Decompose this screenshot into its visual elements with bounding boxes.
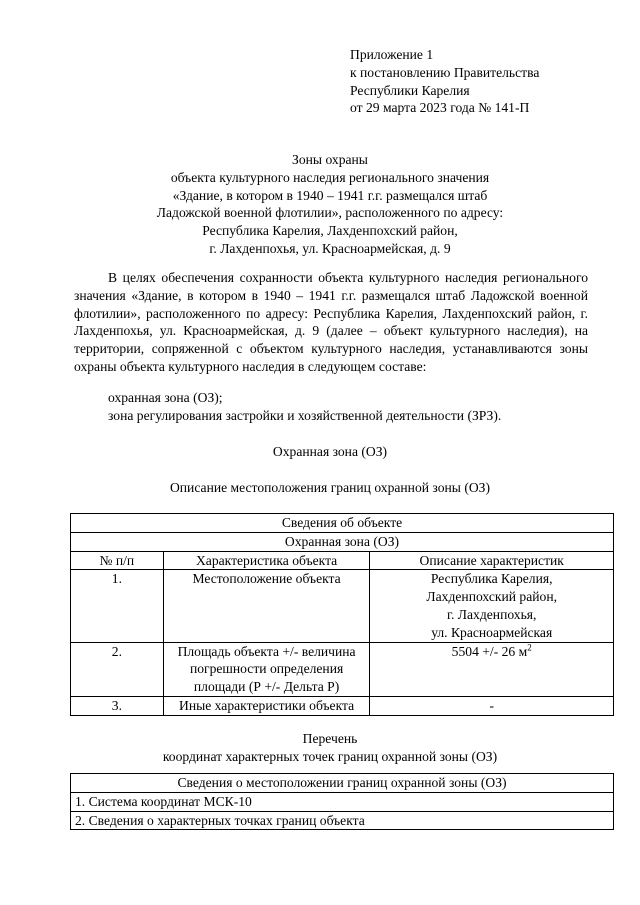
coordinates-list-title bbox=[60, 730, 600, 766]
row-description bbox=[370, 570, 614, 642]
zone-item: охранная зона (ОЗ); bbox=[108, 390, 223, 405]
section-subheading: Описание местоположения границ охранной зоны (ОЗ) bbox=[169, 480, 491, 495]
column-header: Характеристика объекта bbox=[163, 551, 370, 570]
description-line: г. Лахденпохья, bbox=[446, 606, 537, 622]
title-line: Ладожской военной флотилии», расположенного по адресу: bbox=[156, 205, 504, 221]
boundary-points-cell: 2. Сведения о характерных точках границ объекта bbox=[71, 811, 614, 830]
list-title-line: координат характерных точек границ охранной зоны (ОЗ) bbox=[162, 748, 498, 764]
appendix-header bbox=[350, 46, 600, 117]
column-header: Описание характеристик bbox=[370, 551, 614, 570]
table-row bbox=[71, 696, 614, 715]
document-title bbox=[60, 151, 600, 258]
row-number: 3. bbox=[71, 696, 164, 715]
object-info-table bbox=[70, 513, 614, 716]
section-heading: Охранная зона (ОЗ) bbox=[272, 444, 388, 459]
description-line: ул. Красноармейская bbox=[431, 624, 553, 640]
title-line: Республика Карелия, Лахденпохский район, bbox=[202, 223, 458, 239]
table-row bbox=[71, 811, 614, 830]
characteristic-line: погрешности определения bbox=[189, 661, 344, 677]
table-title: Сведения об объекте bbox=[71, 514, 614, 533]
description-line: Лахденпохский район, bbox=[426, 589, 557, 605]
appendix-line: Приложение 1 bbox=[350, 47, 434, 62]
appendix-line: к постановлению Правительства bbox=[350, 64, 540, 80]
table-header-row bbox=[71, 551, 614, 570]
coordinate-system-cell: 1. Система координат МСК-10 bbox=[71, 792, 614, 811]
title-line: «Здание, в котором в 1940 – 1941 г.г. размещался штаб bbox=[172, 187, 488, 203]
row-characteristic: Местоположение объекта bbox=[163, 570, 370, 642]
row-characteristic bbox=[163, 642, 370, 696]
row-characteristic: Иные характеристики объекта bbox=[163, 696, 370, 715]
row-number: 2. bbox=[71, 642, 164, 696]
intro-text bbox=[74, 269, 588, 376]
characteristic-line: Площадь объекта +/- величина bbox=[177, 643, 356, 659]
appendix-line: Республики Карелия bbox=[350, 82, 470, 98]
title-line: г. Лахденпохья, ул. Красноармейская, д. 9 bbox=[209, 240, 451, 256]
row-description: - bbox=[370, 696, 614, 715]
title-line: объекта культурного наследия регионального значения bbox=[170, 169, 490, 185]
table-row bbox=[71, 570, 614, 642]
intro-paragraph: В целях обеспечения сохранности объекта культурного наследия регионального значения «Здание, в котором в 1940 – 1941 г.г. размещался штаб Ладожской военной флотилии», расположенного по адресу: Республика Карелия, Лахденпохский район, г. Лахденпохья, ул. Красноармейская, д. 9 (далее – объект культурного наследия), на территории, сопряженной с объектом культурного наследия, устанавливаются зоны охраны объекта культурного наследия в следующем составе: bbox=[74, 270, 588, 374]
description-line: Республика Карелия, bbox=[430, 571, 553, 587]
boundary-info-table bbox=[70, 773, 614, 830]
area-unit-superscript: 2 bbox=[527, 642, 532, 653]
zone-list bbox=[108, 389, 588, 425]
row-description bbox=[370, 642, 614, 696]
column-header: № п/п bbox=[71, 551, 164, 570]
list-title-line: Перечень bbox=[302, 731, 358, 746]
row-number: 1. bbox=[71, 570, 164, 642]
zone-item: зона регулирования застройки и хозяйственной деятельности (ЗРЗ). bbox=[108, 407, 502, 423]
table-title: Сведения о местоположении границ охранной зоны (ОЗ) bbox=[71, 774, 614, 793]
table-subtitle: Охранная зона (ОЗ) bbox=[71, 532, 614, 551]
appendix-date-line: от 29 марта 2023 года № 141-П bbox=[350, 100, 530, 116]
area-value: 5504 +/- 26 м bbox=[451, 643, 528, 659]
characteristic-line: площади (Р +/- Дельта Р) bbox=[193, 679, 340, 695]
title-line: Зоны охраны bbox=[292, 152, 368, 167]
table-row bbox=[71, 792, 614, 811]
table-row bbox=[71, 642, 614, 696]
